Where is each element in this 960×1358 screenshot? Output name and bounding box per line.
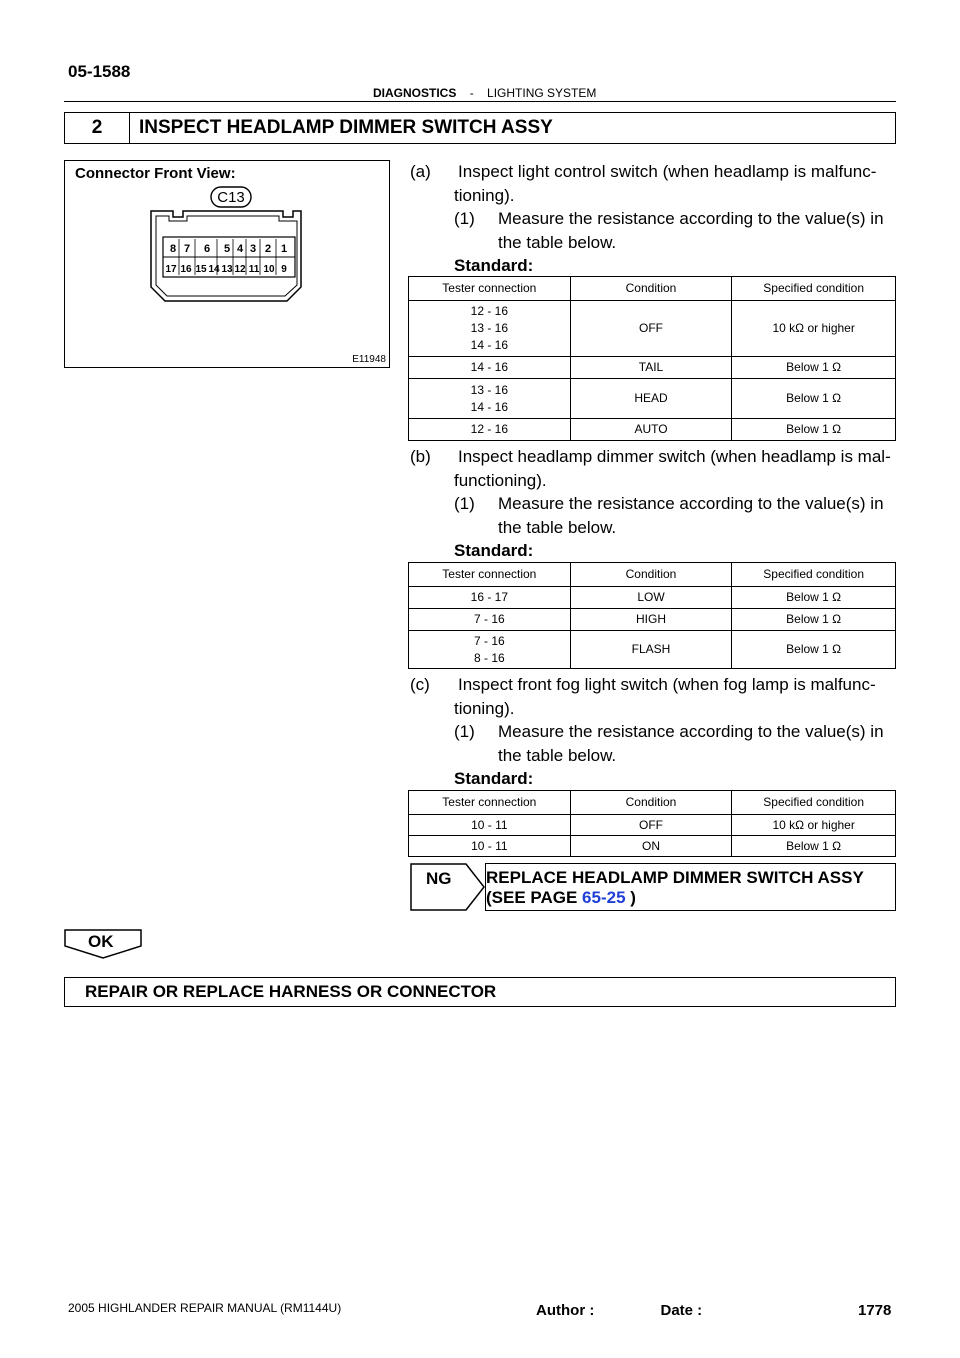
date-label: Date : (660, 1302, 703, 1319)
step-a-sub-line2: the table below. (498, 232, 617, 252)
table1-cell: 12 - 16 13 - 16 14 - 16 (409, 301, 571, 357)
pin-label-16: 16 (180, 264, 192, 275)
pin-label-5: 5 (223, 243, 231, 255)
table3-cell: 10 - 11 (409, 815, 571, 836)
ng-page-link[interactable]: 65-25 (582, 888, 626, 907)
step-a (410, 160, 896, 278)
author-label: Author : (536, 1302, 595, 1319)
table1-header-condition: Condition (570, 277, 732, 301)
step-c-standard: Standard: (454, 769, 534, 788)
step-c-line2: tioning). (454, 698, 515, 718)
step-c (410, 673, 896, 791)
table-dimmer-switch (408, 562, 896, 669)
table1-cell: TAIL (570, 357, 732, 379)
pin-label-8: 8 (169, 243, 177, 255)
table1-cell: 13 - 16 14 - 16 (409, 379, 571, 419)
pin-label-12: 12 (234, 264, 246, 275)
pin-label-10: 10 (263, 264, 275, 275)
pin-label-17: 17 (165, 264, 177, 275)
ng-action-box (485, 863, 896, 911)
figure-id: E11948 (352, 354, 386, 365)
table2-cell: 16 - 17 (409, 587, 571, 609)
table3-cell: Below 1 Ω (732, 836, 896, 857)
table-fog-switch (408, 790, 896, 857)
table1-cell: 14 - 16 (409, 357, 571, 379)
table1-cell: AUTO (570, 419, 732, 441)
table1-cell: OFF (570, 301, 732, 357)
ng-line2-prefix: (SEE PAGE (486, 888, 583, 907)
table3-header-condition: Condition (570, 791, 732, 815)
page-number: 05-1588 (68, 62, 131, 81)
table3-header-spec: Specified condition (732, 791, 896, 815)
ok-indicator (64, 929, 142, 959)
pin-label-7: 7 (183, 243, 191, 255)
step-b-line1: Inspect headlamp dimmer switch (when headlamp is mal- (458, 447, 891, 466)
step-c-sub-line1: Measure the resistance according to the value(s) in (498, 722, 884, 741)
section-header (373, 86, 596, 100)
table1-cell: HEAD (570, 379, 732, 419)
step-c-label: (c) (410, 675, 430, 694)
figure-title: Connector Front View: (75, 165, 236, 182)
pin-label-2: 2 (264, 243, 272, 255)
table2-cell: Below 1 Ω (732, 609, 896, 631)
table2-cell: 7 - 16 (409, 609, 571, 631)
table2-header-tester: Tester connection (409, 563, 571, 587)
pin-label-15: 15 (195, 264, 207, 275)
connector-figure (64, 160, 390, 368)
connector-id-label: C13 (217, 189, 245, 206)
step-title: INSPECT HEADLAMP DIMMER SWITCH ASSY (139, 117, 553, 138)
table3-header-tester: Tester connection (409, 791, 571, 815)
table2-header-spec: Specified condition (732, 563, 896, 587)
table3-cell: 10 kΩ or higher (732, 815, 896, 836)
author-date-line (536, 1302, 702, 1319)
repair-action-box (64, 977, 896, 1007)
repair-text: REPAIR OR REPLACE HARNESS OR CONNECTOR (85, 982, 497, 1001)
step-b-sub-line1: Measure the resistance according to the value(s) in (498, 494, 884, 513)
ng-line2-suffix: ) (625, 888, 636, 907)
step-number: 2 (65, 113, 130, 143)
step-b (410, 445, 896, 563)
step-a-line2: tioning). (454, 185, 515, 205)
table2-cell: Below 1 Ω (732, 631, 896, 669)
ng-line2 (486, 888, 864, 908)
ng-label: NG (426, 869, 452, 888)
step-c-sub-label: (1) (454, 722, 475, 741)
table-light-control (408, 276, 896, 441)
step-b-sub-label: (1) (454, 494, 475, 513)
table2-cell: 7 - 16 8 - 16 (409, 631, 571, 669)
ng-line1: REPLACE HEADLAMP DIMMER SWITCH ASSY (486, 868, 864, 887)
ok-label: OK (88, 932, 114, 951)
step-a-line1: Inspect light control switch (when headlamp is malfunc- (458, 162, 877, 181)
table2-cell: FLASH (570, 631, 732, 669)
step-c-line1: Inspect front fog light switch (when fog lamp is malfunc- (458, 675, 876, 694)
step-a-sub-line1: Measure the resistance according to the value(s) in (498, 209, 884, 228)
table3-cell: 10 - 11 (409, 836, 571, 857)
table2-cell: LOW (570, 587, 732, 609)
step-a-label: (a) (410, 162, 431, 181)
connector-diagram (65, 161, 389, 367)
header-rule (64, 101, 896, 102)
step-c-sub-line2: the table below. (498, 745, 617, 765)
step-b-sub-line2: the table below. (498, 517, 617, 537)
pin-label-4: 4 (236, 243, 244, 255)
table1-cell: Below 1 Ω (732, 379, 896, 419)
step-title-bar (64, 112, 896, 144)
section-title: DIAGNOSTICS (373, 86, 457, 100)
table2-cell: HIGH (570, 609, 732, 631)
pin-label-13: 13 (221, 264, 233, 275)
pin-label-9: 9 (281, 264, 287, 275)
ng-indicator (410, 863, 486, 911)
table3-cell: ON (570, 836, 732, 857)
table2-header-condition: Condition (570, 563, 732, 587)
step-a-standard: Standard: (454, 256, 534, 275)
step-b-label: (b) (410, 447, 431, 466)
footer-manual-title: 2005 HIGHLANDER REPAIR MANUAL (RM1144U) (68, 1301, 342, 1315)
table1-cell: 10 kΩ or higher (732, 301, 896, 357)
table1-cell: Below 1 Ω (732, 419, 896, 441)
table1-cell: 12 - 16 (409, 419, 571, 441)
pin-label-6: 6 (203, 243, 211, 255)
subsection-title: LIGHTING SYSTEM (487, 86, 597, 100)
pin-label-1: 1 (280, 243, 288, 255)
table2-cell: Below 1 Ω (732, 587, 896, 609)
pin-label-11: 11 (248, 264, 260, 275)
table1-cell: Below 1 Ω (732, 357, 896, 379)
step-b-line2: functioning). (454, 470, 547, 490)
step-b-standard: Standard: (454, 541, 534, 560)
pin-label-3: 3 (249, 243, 257, 255)
page-index: 1778 (858, 1302, 892, 1319)
table1-header-spec: Specified condition (732, 277, 896, 301)
pin-label-14: 14 (208, 264, 220, 275)
header-separator: - (469, 86, 474, 100)
table1-header-tester: Tester connection (409, 277, 571, 301)
table3-cell: OFF (570, 815, 732, 836)
step-a-sub-label: (1) (454, 209, 475, 228)
